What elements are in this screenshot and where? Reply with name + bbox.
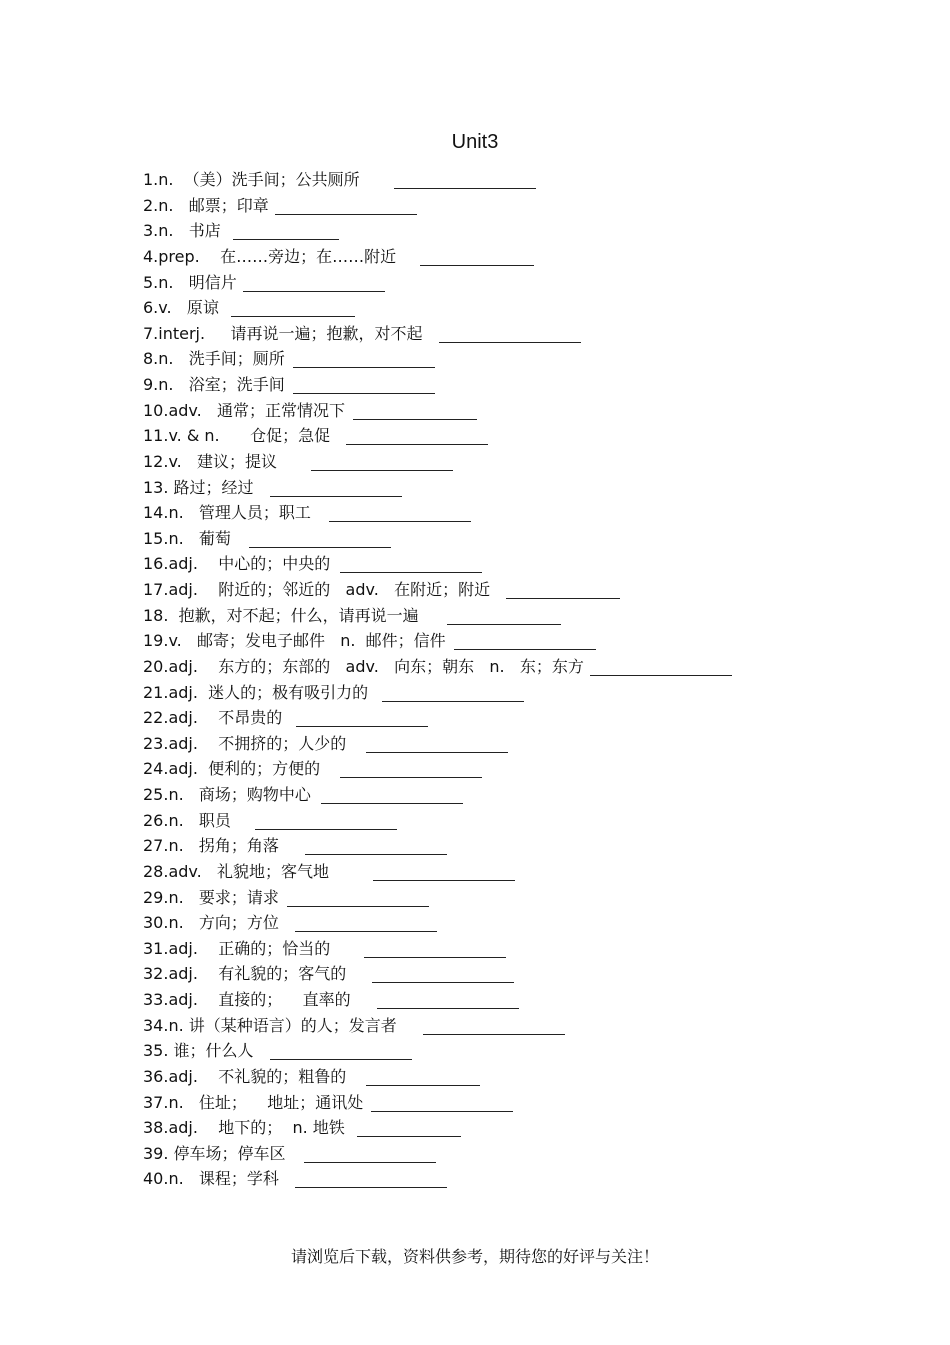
vocab-item [143,603,903,629]
vocab-item-text: 40.n. 课程；学科 [143,1169,279,1189]
vocab-item-text: 7.interj. 请再说一遍；抱歉，对不起 [143,323,423,343]
vocab-item-text: 25.n. 商场；购物中心 [143,785,311,804]
vocab-item [143,423,903,449]
vocab-item-text: 33.adj. 直接的； 直率的 [143,990,351,1009]
answer-blank[interactable] [255,829,397,830]
answer-blank[interactable] [329,521,471,522]
vocab-item [143,218,903,244]
vocab-item [143,936,903,962]
page-title: Unit3 [451,131,499,153]
vocab-item [143,654,903,680]
vocab-item [143,808,903,834]
vocab-item [143,372,903,398]
answer-blank[interactable] [366,752,508,753]
vocab-item [143,295,903,321]
answer-blank[interactable] [346,444,488,445]
vocab-item [143,1166,903,1192]
vocab-item [143,551,903,577]
answer-blank[interactable] [423,1034,565,1035]
vocab-item-text: 14.n. 管理人员；职工 [143,503,311,523]
vocab-item [143,270,903,296]
vocabulary-list [143,167,903,1192]
answer-blank[interactable] [439,342,581,343]
answer-blank[interactable] [372,982,514,983]
vocab-item-text: 32.adj. 有礼貌的；客气的 [143,964,347,984]
vocab-item-text: 8.n. 洗手间；厕所 [143,349,285,369]
answer-blank[interactable] [357,1136,461,1137]
answer-blank[interactable] [293,367,435,368]
vocab-item [143,782,903,808]
vocab-item-text: 2.n. 邮票；印章 [143,195,269,215]
vocab-item-text: 19.v. 邮寄；发电子邮件 n. 邮件；信件 [143,631,446,651]
vocab-item [143,449,903,475]
answer-blank[interactable] [305,854,447,855]
answer-blank[interactable] [394,188,536,189]
vocab-item-text: 35. 谁；什么人 [143,1041,254,1061]
vocab-item-text: 1.n. （美）洗手间；公共厕所 [143,170,360,189]
answer-blank[interactable] [231,316,355,317]
answer-blank[interactable] [371,1111,513,1112]
vocab-item-text: 6.v. 原谅 [143,298,219,318]
vocab-item [143,398,903,424]
vocab-item-text: 4.prep. 在……旁边；在……附近 [143,246,397,266]
answer-blank[interactable] [321,803,463,804]
vocab-item-text: 36.adj. 不礼貌的；粗鲁的 [143,1066,347,1086]
answer-blank[interactable] [382,701,524,702]
answer-blank[interactable] [506,598,620,599]
vocab-item [143,321,903,347]
answer-blank[interactable] [373,880,515,881]
vocab-item-text: 34.n. 讲（某种语言）的人；发言者 [143,1015,397,1035]
answer-blank[interactable] [275,214,417,215]
answer-blank[interactable] [377,1008,519,1009]
vocab-item [143,167,903,193]
vocab-item [143,1115,903,1141]
vocab-item [143,756,903,782]
vocab-item-text: 12.v. 建议；提议 [143,451,278,471]
vocab-item-text: 15.n. 葡萄 [143,528,231,548]
vocab-item-text: 37.n. 住址； 地址；通讯处 [143,1092,364,1112]
footer-note: 请浏览后下载，资料供参考，期待您的好评与关注！ [290,1247,659,1266]
answer-blank[interactable] [296,726,428,727]
vocab-item [143,628,903,654]
vocab-item [143,346,903,372]
vocab-item [143,987,903,1013]
vocab-item-text: 29.n. 要求；请求 [143,887,279,907]
vocab-item [143,1038,903,1064]
answer-blank[interactable] [366,1085,480,1086]
vocab-item-text: 16.adj. 中心的；中央的 [143,554,331,574]
vocab-item [143,193,903,219]
answer-blank[interactable] [295,931,437,932]
vocab-item-text: 21.adj. 迷人的；极有吸引力的 [143,682,369,702]
answer-blank[interactable] [590,675,732,676]
vocab-item-text: 30.n. 方向；方位 [143,913,279,933]
vocab-item [143,961,903,987]
answer-blank[interactable] [420,265,534,266]
vocab-item [143,244,903,270]
vocab-item [143,885,903,911]
answer-blank[interactable] [364,957,506,958]
vocab-item-text: 31.adj. 正确的；恰当的 [143,938,331,958]
vocab-item [143,859,903,885]
vocab-item [143,577,903,603]
vocab-item [143,910,903,936]
vocab-item-text: 11.v. & n. 仓促；急促 [143,426,331,446]
vocab-item [143,705,903,731]
vocab-item-text: 5.n. 明信片 [143,272,237,292]
answer-blank[interactable] [353,419,477,420]
vocab-item-text: 10.adv. 通常；正常情况下 [143,400,345,420]
vocab-item-text: 28.adv. 礼貌地；客气地 [143,861,329,881]
vocab-item-text: 18. 抱歉，对不起；什么，请再说一遍 [143,605,419,625]
vocab-item [143,1090,903,1116]
vocab-item-text: 3.n. 书店 [143,221,221,241]
vocab-item [143,500,903,526]
vocab-item-text: 20.adj. 东方的；东部的 adv. 向东；朝东 n. 东；东方 [143,656,584,676]
vocab-item [143,731,903,757]
answer-blank[interactable] [293,393,435,394]
vocab-item-text: 27.n. 拐角；角落 [143,836,279,856]
answer-blank[interactable] [287,906,429,907]
vocab-item-text: 24.adj. 便利的；方便的 [143,759,321,779]
vocab-item-text: 13. 路过；经过 [143,477,254,497]
answer-blank[interactable] [340,777,482,778]
answer-blank[interactable] [243,291,385,292]
vocab-item [143,1013,903,1039]
answer-blank[interactable] [304,1162,436,1163]
vocab-item [143,833,903,859]
vocab-item [143,526,903,552]
vocab-item [143,1064,903,1090]
vocab-item-text: 23.adj. 不拥挤的；人少的 [143,733,347,753]
vocab-item-text: 9.n. 浴室；洗手间 [143,375,285,394]
answer-blank[interactable] [454,649,596,650]
vocab-item-text: 17.adj. 附近的；邻近的 adv. 在附近；附近 [143,580,491,599]
answer-blank[interactable] [233,239,339,240]
answer-blank[interactable] [311,470,453,471]
vocab-item-text: 39. 停车场；停车区 [143,1143,286,1163]
answer-blank[interactable] [249,547,391,548]
vocab-item [143,1141,903,1167]
answer-blank[interactable] [447,624,561,625]
vocab-item-text: 38.adj. 地下的； n. 地铁 [143,1118,345,1138]
answer-blank[interactable] [340,572,482,573]
answer-blank[interactable] [270,1059,412,1060]
vocab-item [143,475,903,501]
vocab-item [143,680,903,706]
answer-blank[interactable] [270,496,402,497]
vocab-item-text: 26.n. 职员 [143,810,231,830]
vocab-item-text: 22.adj. 不昂贵的 [143,708,283,728]
answer-blank[interactable] [295,1187,447,1188]
